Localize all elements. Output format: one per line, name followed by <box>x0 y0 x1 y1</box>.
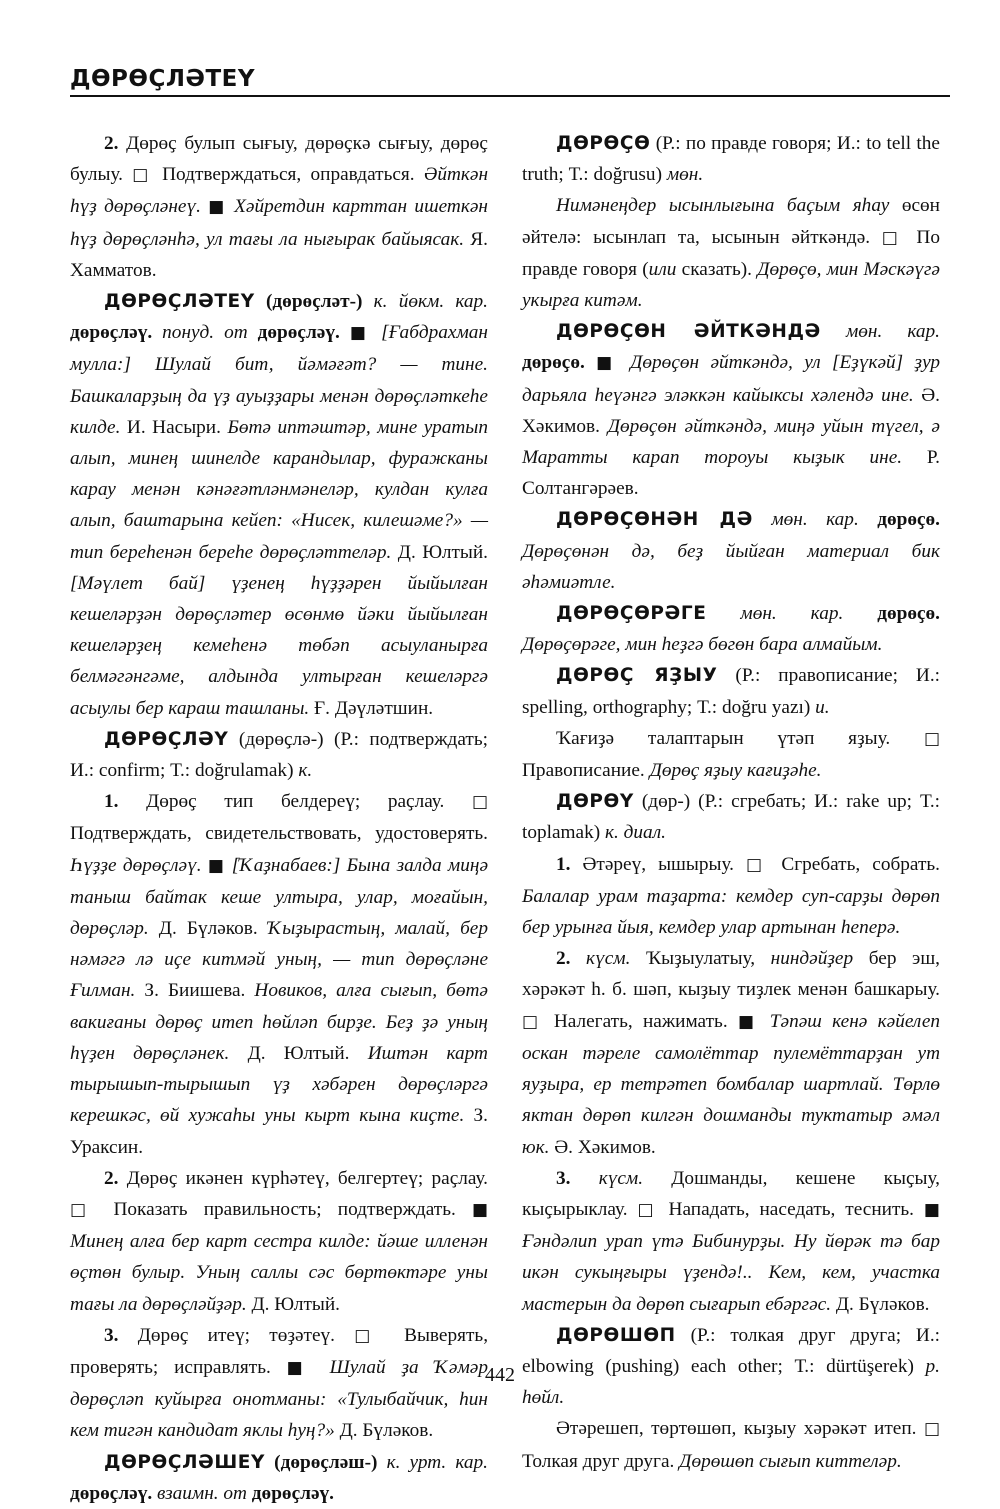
example-text: Дөрөҫөн әйткәндә, миңә уйын түгел, ә Маратты карап тороуы кыҙык ине. <box>522 415 940 469</box>
citation-marker-icon: ■ <box>349 323 372 344</box>
definition-paragraph <box>522 1413 940 1476</box>
cross-reference: дөрөҫө. <box>522 352 585 374</box>
entry-paragraph <box>70 724 488 786</box>
grammar-label: р. һөйл. <box>522 1355 940 1409</box>
definition-text: өсөн әйтелә: ысынлап та, ысынын әйткәндә. <box>522 195 940 248</box>
translation-marker-icon: □ <box>923 1419 940 1440</box>
grammar-label: взаимн. от <box>152 1482 247 1504</box>
sense-paragraph <box>522 1163 940 1320</box>
translation-text: Сгребать, собрать. <box>769 853 941 875</box>
grammar-label: күсм. <box>570 1167 644 1189</box>
definition-text: Әтәрешеп, төртөшөп, кыҙыу хәрәкәт итеп. <box>556 1418 924 1440</box>
example-text: Ғәндәлип урап үтә Бибинурҙы. Ну йөрәк тә бар икән сукыңғыры үҙендә!.. Кем, кем, участка мастерын да дөрөп сығарып ебәргәс. <box>522 1231 940 1315</box>
example-text: Әйткән һүҙ дөрөҫләнеү. <box>70 164 489 218</box>
example-text: Дөрөҫө, мин Мәскәүгә укырға китәм. <box>522 258 940 312</box>
translation-text: Налегать, нажимать. <box>543 1010 738 1032</box>
translation-text: Подтверждать, свидетельствовать, удостоверять. <box>70 823 488 845</box>
citation-marker-icon: ■ <box>286 1357 314 1378</box>
cross-reference: дөрөҫө. <box>843 603 940 625</box>
source-text: И. Насыри. <box>120 416 221 438</box>
entry-paragraph <box>70 286 488 724</box>
etymology-text: (Р.: правописание; И.: spelling, orthography; Т.: doğru yazı) <box>522 665 940 718</box>
example-text: Дөрөҫөн әйткәндә, ул [Еҙүкәй] ҙур дарьяла һеүәнгә эләккән кайыксы хәлендә ине. <box>522 352 941 406</box>
citation-marker-icon: ■ <box>596 353 619 374</box>
page-number: 442 <box>485 1364 515 1386</box>
entry-paragraph <box>522 786 940 848</box>
translation-marker-icon: □ <box>354 1325 385 1346</box>
sense-paragraph <box>522 849 940 944</box>
translation-marker-icon: □ <box>881 227 905 248</box>
example-text: Тәпәш кенә кәйелеп оскан тәреле самолёттар пулемёттарҙан ут яуҙыра, ер тетрәтеп бомбалар шартлай. Төрлө яктан дөрөп килгән дошманды туктатыр әмәл юк. <box>522 1010 941 1158</box>
grammar-label: мөн. <box>666 164 704 186</box>
entry-paragraph <box>522 660 940 722</box>
sense-number: 2. <box>104 133 119 154</box>
entry-paragraph <box>522 504 940 598</box>
grammar-label: к. диал. <box>605 822 666 844</box>
definition-text: Әтәреү, ышырыу. <box>570 853 747 875</box>
definition-text: Дөрөҫ булып сығыу, дөрөҫкә сығыу, дөрөҫ булыу. <box>70 133 488 186</box>
source-text: Я. Хамматов. <box>70 228 488 281</box>
grammar-label: или <box>648 258 677 280</box>
entry-paragraph <box>522 128 940 190</box>
definition-text: бер эш, хәрәкәт һ. б. шәп, кыҙыу тиҙлек менән башкарыу. <box>522 948 940 1001</box>
headword: ДӨРӨҪӨРӘГЕ <box>556 603 707 625</box>
headword: ДӨРӨҪЛӘТЕҮ <box>104 291 255 313</box>
example-text: Ҡыҙырастың, малай, бер нәмәгә лә иҫе китмәй уның, — тип дөрөҫләне Ғилман. <box>70 918 488 1002</box>
header-rule <box>70 95 950 97</box>
sense-number: 1. <box>556 853 571 875</box>
sense-paragraph <box>70 128 488 286</box>
translation-text: Показать правильность; подтверждать. <box>97 1198 472 1220</box>
translation-text: Выверять, проверять; исправлять. <box>70 1324 489 1378</box>
grammar-label: к. урт. кар. <box>386 1451 489 1473</box>
example-text: Минең алға бер карт сестра килде: йәше илленән өҫтөн булыр. Уның саллы сәс бөртөктәре уны тағы ла дөрөҫләйҙәр. <box>70 1231 488 1315</box>
headword: ДӨРӨШӨП <box>556 1324 676 1346</box>
example-text: Бөтә иптәштәр, мине уратып алып, минең шинелде карандылар, фуражканы карау менән кәнәғәтләнмәнеләр, кулдан кулға алып, баштарына кейеп: «Нисек, килешәме?» — тип береһенән береһе дөрөҫләттеләр. <box>70 416 488 563</box>
citation-marker-icon: ■ <box>208 197 227 218</box>
left-column <box>70 128 488 1509</box>
example-text: [Мәүлет бай] үҙенең һүҙҙәрен йыйылған кешеләрҙән дөрөҫләтер өсөнмө йәки йыйылған кешеләрҙең кемеһенә төбәп асыуланырға белмәгәнгәме, алдында ултырған кешеләргә асыулы бер караш ташланы. <box>70 572 488 719</box>
definition-text: Ҡыҙыулатыу, <box>630 948 771 970</box>
right-column <box>522 128 940 1477</box>
citation-marker-icon: ■ <box>923 1199 940 1220</box>
cross-reference: дөрөҫләү. <box>247 322 340 344</box>
translation-text: сказать). <box>676 258 758 280</box>
headword: ДӨРӨҮ <box>556 791 634 813</box>
definition-paragraph <box>522 190 940 316</box>
translation-marker-icon: □ <box>132 165 153 186</box>
grammar-label: мөн. кар. <box>820 321 940 343</box>
grammar-label: ниндәйҙер <box>770 948 854 970</box>
source-text: Ғ. Дәүләтшин. <box>309 697 434 719</box>
entry-paragraph <box>522 598 940 660</box>
translation-marker-icon: □ <box>637 1199 659 1220</box>
example-text: Һүҙҙе дөрөҫләү. <box>70 854 202 876</box>
headword: ДӨРӨҪЛӘШЕҮ <box>104 1451 266 1473</box>
example-text: Хәйретдин карттан ишеткән һүҙ дөрөҫләнһә, ул тағы ла нығырак байыясак. <box>70 196 488 250</box>
example-text: Иштән карт тырышып-тырышып үҙ хәбәрен дөрөҫләргә керешкәс, өй хужаһы уны кырт кына киҫте. <box>70 1042 488 1127</box>
translation-marker-icon: □ <box>522 1011 544 1032</box>
source-text: Д. Бүләков. <box>831 1293 930 1315</box>
example-text: Дөрөҫөрәге, мин һеҙгә бөгөн бара алмайым. <box>522 634 883 656</box>
translation-text: По правде говоря ( <box>522 226 941 280</box>
sense-number: 3. <box>104 1324 119 1346</box>
source-text: Ә. Хәкимов. <box>522 384 940 437</box>
source-text: Д. Бүләков. <box>334 1420 434 1442</box>
definition-text: Дөрөҫ тип белдереү; раҫлау. <box>118 791 472 813</box>
source-text: З. Ураксин. <box>70 1105 488 1158</box>
source-text: Ә. Хәкимов. <box>549 1136 656 1158</box>
translation-text: Правописание. <box>522 760 650 782</box>
etymology-text: (дөрөҫлә-) (Р.: подтверждать; И.: confirm; Т.: doğrulamak) <box>70 728 488 782</box>
source-text: Д. Юлтый. <box>246 1293 341 1315</box>
definition-paragraph <box>522 723 940 786</box>
source-text: Д. Юлтый. <box>391 541 488 563</box>
example-text: Дөрөшөп сығып киттеләр. <box>679 1450 902 1472</box>
sense-number: 1. <box>104 791 119 813</box>
headword: ДӨРӨҪ ЯҘЫУ <box>556 665 718 687</box>
translation-marker-icon: □ <box>746 854 770 875</box>
entry-paragraph <box>522 316 940 504</box>
headword: ДӨРӨҪӨ <box>556 133 651 154</box>
citation-marker-icon: ■ <box>737 1011 760 1032</box>
etymology-text: (Р.: толкая друг друга; И.: elbowing (pushing) each other; Т.: dürtüşerek) <box>522 1324 940 1377</box>
sense-paragraph <box>522 943 940 1162</box>
translation-marker-icon: □ <box>923 728 940 749</box>
source-text: Д. Бүләков. <box>148 918 258 940</box>
running-head: ДӨРӨҪЛӘТЕҮ <box>70 66 256 92</box>
sense-paragraph <box>70 1163 488 1320</box>
citation-marker-icon: ■ <box>207 855 226 876</box>
example-text: Дөрөҫөнән дә, беҙ йыйған материал бик әһәмиәтле. <box>522 540 940 593</box>
grammar-label: понуд. от <box>152 322 248 344</box>
source-text: З. Биишева. <box>135 980 246 1002</box>
cross-reference: дөрөҫләү. <box>246 1482 334 1504</box>
translation-text: Толкая друг друга. <box>522 1450 680 1472</box>
sense-number: 2. <box>556 948 571 970</box>
grammar-label: мөн. кар. <box>706 603 844 625</box>
definition-text: Нимәнеңдер ысынлығына баҫым яһау <box>556 195 890 217</box>
example-text: [Ғабдрахман мулла:] Шулай бит, йәмәғәт? — тине. Башкаларҙың да үҙ ауыҙҙары менән дөрөҫләткеһе килде. <box>70 322 488 438</box>
sense-number: 3. <box>556 1167 571 1189</box>
etymology-text: (дөр-) (Р.: сгребать; И.: rake up; Т.: toplamak) <box>522 791 940 844</box>
source-text: Д. Юлтый. <box>229 1042 350 1064</box>
cross-reference: дөрөҫө. <box>858 509 940 531</box>
grammar-label: и. <box>815 696 830 718</box>
definition-text: Дөрөҫ итеү; төҙәтеү. <box>118 1324 355 1346</box>
example-text: Шулай ҙа Ҡәмәр дөрөҫләп куйырға онотманы: «Тулыбайчик, һин кем тигән кандидат яклы һуң?» <box>70 1356 488 1442</box>
grammar-label: мөн. кар. <box>752 509 859 531</box>
entry-paragraph <box>70 1447 488 1509</box>
translation-text: Нападать, наседать, теснить. <box>658 1198 924 1220</box>
example-text: [Ҡаҙнабаев:] Бына залда миңә таныш байтак кеше ултыра, улар, моғайын, дөрөҫләр. <box>70 854 489 940</box>
stem-text: (дөрөҫләш-) <box>265 1451 387 1473</box>
translation-marker-icon: □ <box>471 792 488 813</box>
headword: ДӨРӨҪӨНӘН ДӘ <box>556 509 753 531</box>
grammar-label: күсм. <box>570 948 631 970</box>
cross-reference: дөрөҫләү. <box>70 1482 153 1504</box>
grammar-label: к. йөкм. кар. <box>373 291 488 313</box>
citation-marker-icon: ■ <box>471 1199 488 1220</box>
definition-text: Дөрөҫ икәнен күрһәтеү, белгертеү; раҫлау. <box>118 1167 488 1189</box>
translation-text: Подтверждаться, оправдаться. <box>152 164 424 186</box>
example-text: Балалар урам таҙарта: кемдер суп-сарҙы дөрөп бер урынға йыя, кемдер улар артынан һеперә. <box>522 885 940 939</box>
sense-paragraph <box>70 786 488 1162</box>
stem-text: (дөрөҫләт-) <box>254 291 374 313</box>
example-text: Новиков, алға сығып, бөтә вакиғаны дөрөҫ итеп һөйләп бирҙе. Беҙ ҙә уның һүҙен дөрөҫләнек. <box>70 980 488 1064</box>
headword: ДӨРӨҪЛӘҮ <box>104 728 229 750</box>
sense-number: 2. <box>104 1167 119 1189</box>
headword: ДӨРӨҪӨН ӘЙТКӘНДӘ <box>556 321 821 343</box>
grammar-label: к. <box>298 760 313 782</box>
example-text: Дөрөҫ яҙыу кағиҙәһе. <box>649 760 822 782</box>
definition-text: Ҡағиҙә талаптарын үтәп яҙыу. <box>556 727 924 749</box>
definition-text: Дошманды, кешене кыҫыу, кыҫырыклау. <box>522 1167 940 1220</box>
translation-marker-icon: □ <box>70 1199 98 1220</box>
cross-reference: дөрөҫләү. <box>70 322 153 344</box>
etymology-text: (Р.: по правде говоря; И.: to tell the truth; Т.: doğrusu) <box>522 133 940 186</box>
source-text: Р. Солтангәрәев. <box>522 447 941 500</box>
